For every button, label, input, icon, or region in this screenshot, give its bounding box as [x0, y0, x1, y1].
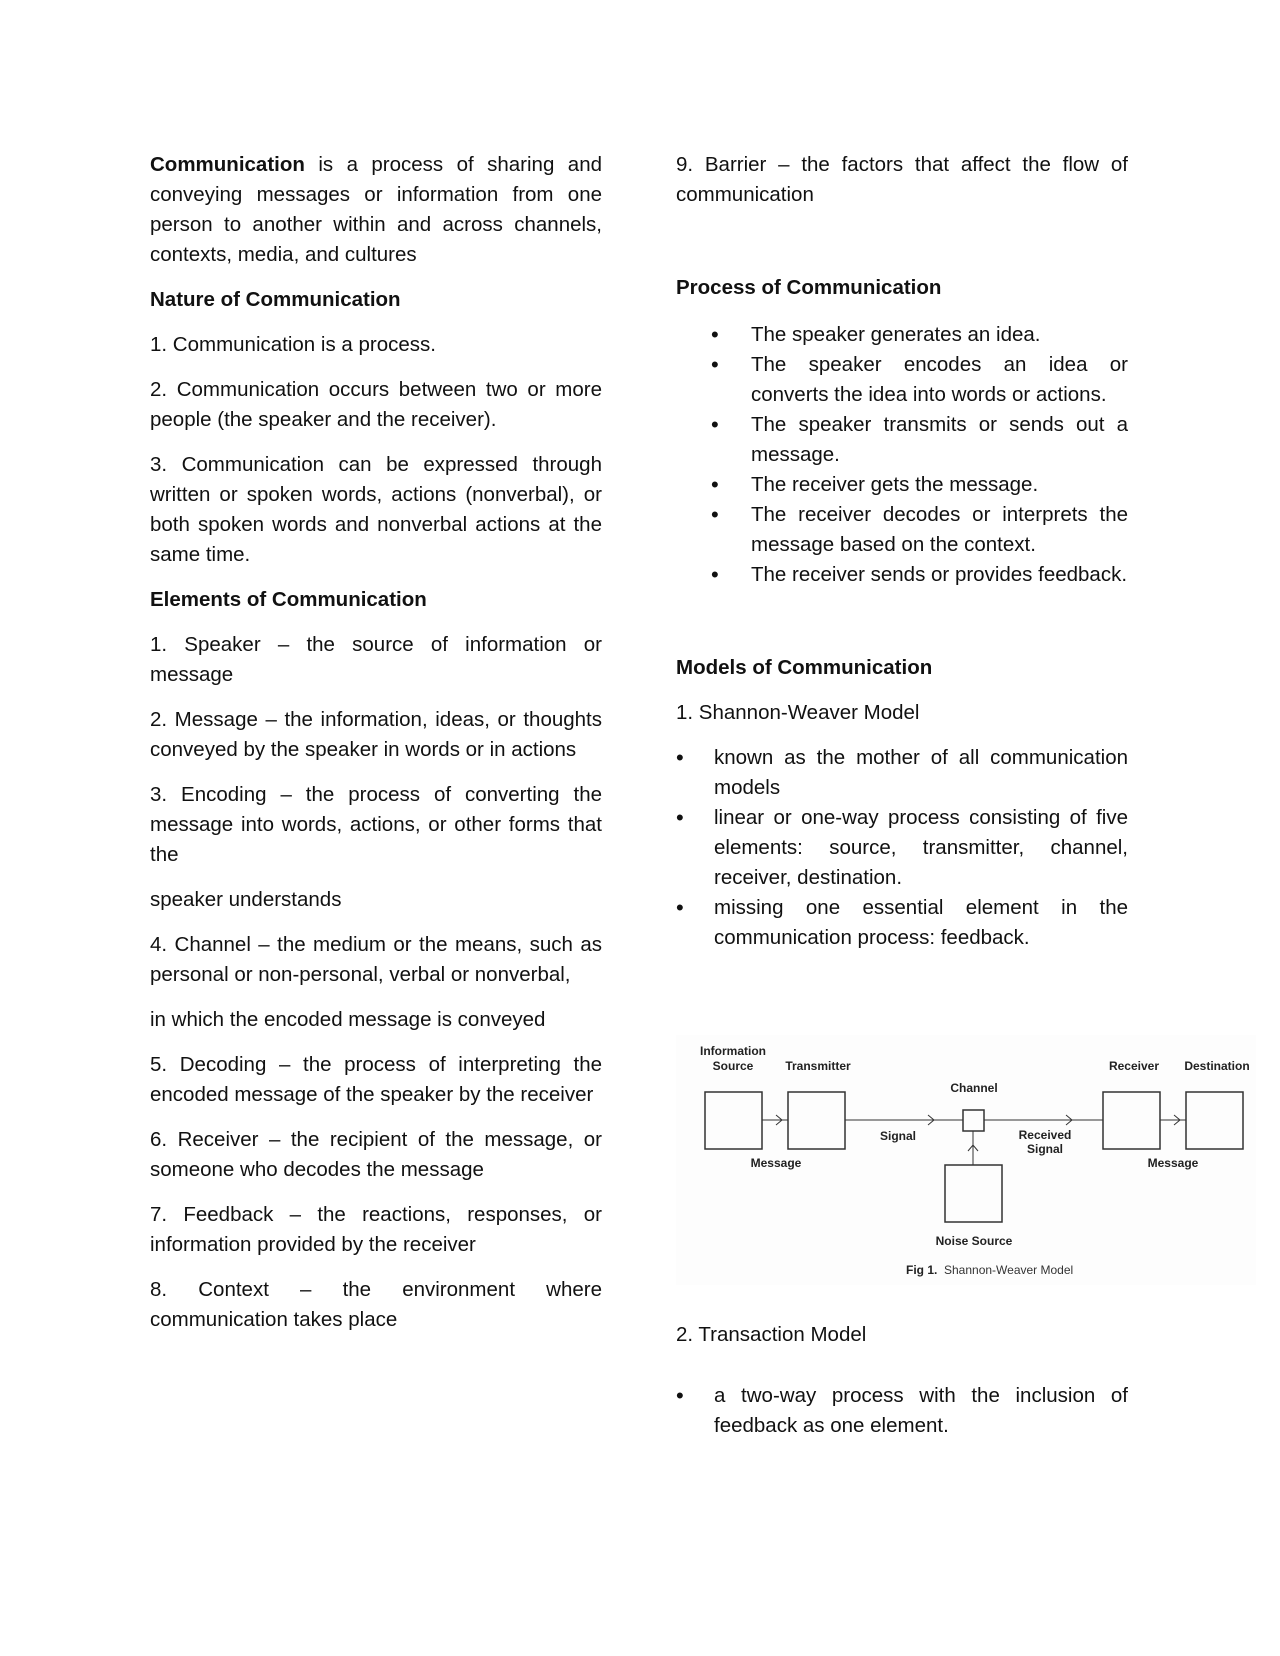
list-item: • The receiver sends or provides feedback.	[676, 560, 1128, 590]
list-item: • The speaker transmits or sends out a message.	[676, 410, 1128, 470]
element-item: 1. Speaker – the source of information or message	[150, 633, 602, 686]
label-info-source-2: Source	[712, 1059, 754, 1073]
label-message-left: Message	[750, 1156, 802, 1170]
figure-caption-label: Fig 1.	[906, 1263, 938, 1277]
shannon-weaver-diagram	[676, 1035, 1256, 1285]
element-item: 7. Feedback – the reactions, responses, or information provided by the receiver	[150, 1203, 602, 1256]
list-item: • The speaker generates an idea.	[676, 320, 1128, 350]
element-item: speaker understands	[150, 888, 342, 911]
shannon-title: 1. Shannon-Weaver Model	[676, 701, 920, 724]
process-list	[676, 320, 1128, 590]
element-item: 6. Receiver – the recipient of the message, or someone who decodes the message	[150, 1128, 602, 1181]
intro-paragraph	[150, 150, 602, 270]
list-item: • The speaker encodes an idea or converts the idea into words or actions.	[676, 350, 1128, 410]
transaction-title: 2. Transaction Model	[676, 1323, 867, 1346]
element-item: 3. Encoding – the process of converting the message into words, actions, or other forms that the	[150, 783, 602, 866]
label-message-right: Message	[1147, 1156, 1199, 1170]
element-item: 4. Channel – the medium or the means, such as personal or non-personal, verbal or nonverbal,	[150, 933, 602, 986]
element-item: 9. Barrier – the factors that affect the flow of communication	[676, 153, 1128, 206]
process-heading: Process of Communication	[676, 276, 942, 299]
label-receiver: Receiver	[1108, 1059, 1160, 1073]
nature-item: 1. Communication is a process.	[150, 333, 436, 356]
intro-text: is a process of sharing and conveying messages or information from one person to another within and across channels, contexts, media, and cultures	[150, 153, 602, 266]
element-item: 8. Context – the environment where communication takes place	[150, 1278, 602, 1331]
intro-term: Communication	[150, 153, 305, 176]
label-info-source: Information	[700, 1044, 766, 1058]
element-item: in which the encoded message is conveyed	[150, 1008, 546, 1031]
models-heading: Models of Communication	[676, 656, 933, 679]
label-noise-source: Noise Source	[935, 1234, 1013, 1248]
list-item: • linear or one-way process consisting of five elements: source, transmitter, channel, receiver, destination.	[676, 803, 1128, 893]
element-item: 2. Message – the information, ideas, or thoughts conveyed by the speaker in words or in actions	[150, 708, 602, 761]
left-column	[150, 150, 602, 1350]
label-signal: Signal	[879, 1129, 917, 1143]
list-item: • known as the mother of all communication models	[676, 743, 1128, 803]
list-item: • The receiver decodes or interprets the message based on the context.	[676, 500, 1128, 560]
figure-caption-text: Shannon-Weaver Model	[944, 1263, 1074, 1277]
nature-item: 3. Communication can be expressed through written or spoken words, actions (nonverbal), or both spoken words and nonverbal actions at the same time.	[150, 453, 602, 566]
label-transmitter: Transmitter	[785, 1059, 851, 1073]
nature-heading: Nature of Communication	[150, 288, 401, 311]
shannon-weaver-figure	[676, 1035, 1256, 1285]
label-received-signal: Received	[1018, 1128, 1072, 1142]
label-channel: Channel	[950, 1081, 998, 1095]
shannon-list	[676, 743, 1128, 953]
nature-item: 2. Communication occurs between two or more people (the speaker and the receiver).	[150, 378, 602, 431]
list-item: • a two-way process with the inclusion of feedback as one element.	[676, 1381, 1128, 1441]
element-item: 5. Decoding – the process of interpreting the encoded message of the speaker by the receiver	[150, 1053, 602, 1106]
list-item: • missing one essential element in the communication process: feedback.	[676, 893, 1128, 953]
label-destination: Destination	[1184, 1059, 1250, 1073]
list-item: • The receiver gets the message.	[676, 470, 1128, 500]
elements-heading: Elements of Communication	[150, 588, 427, 611]
label-received-signal-2: Signal	[1026, 1142, 1064, 1156]
transaction-list	[676, 1381, 1128, 1441]
